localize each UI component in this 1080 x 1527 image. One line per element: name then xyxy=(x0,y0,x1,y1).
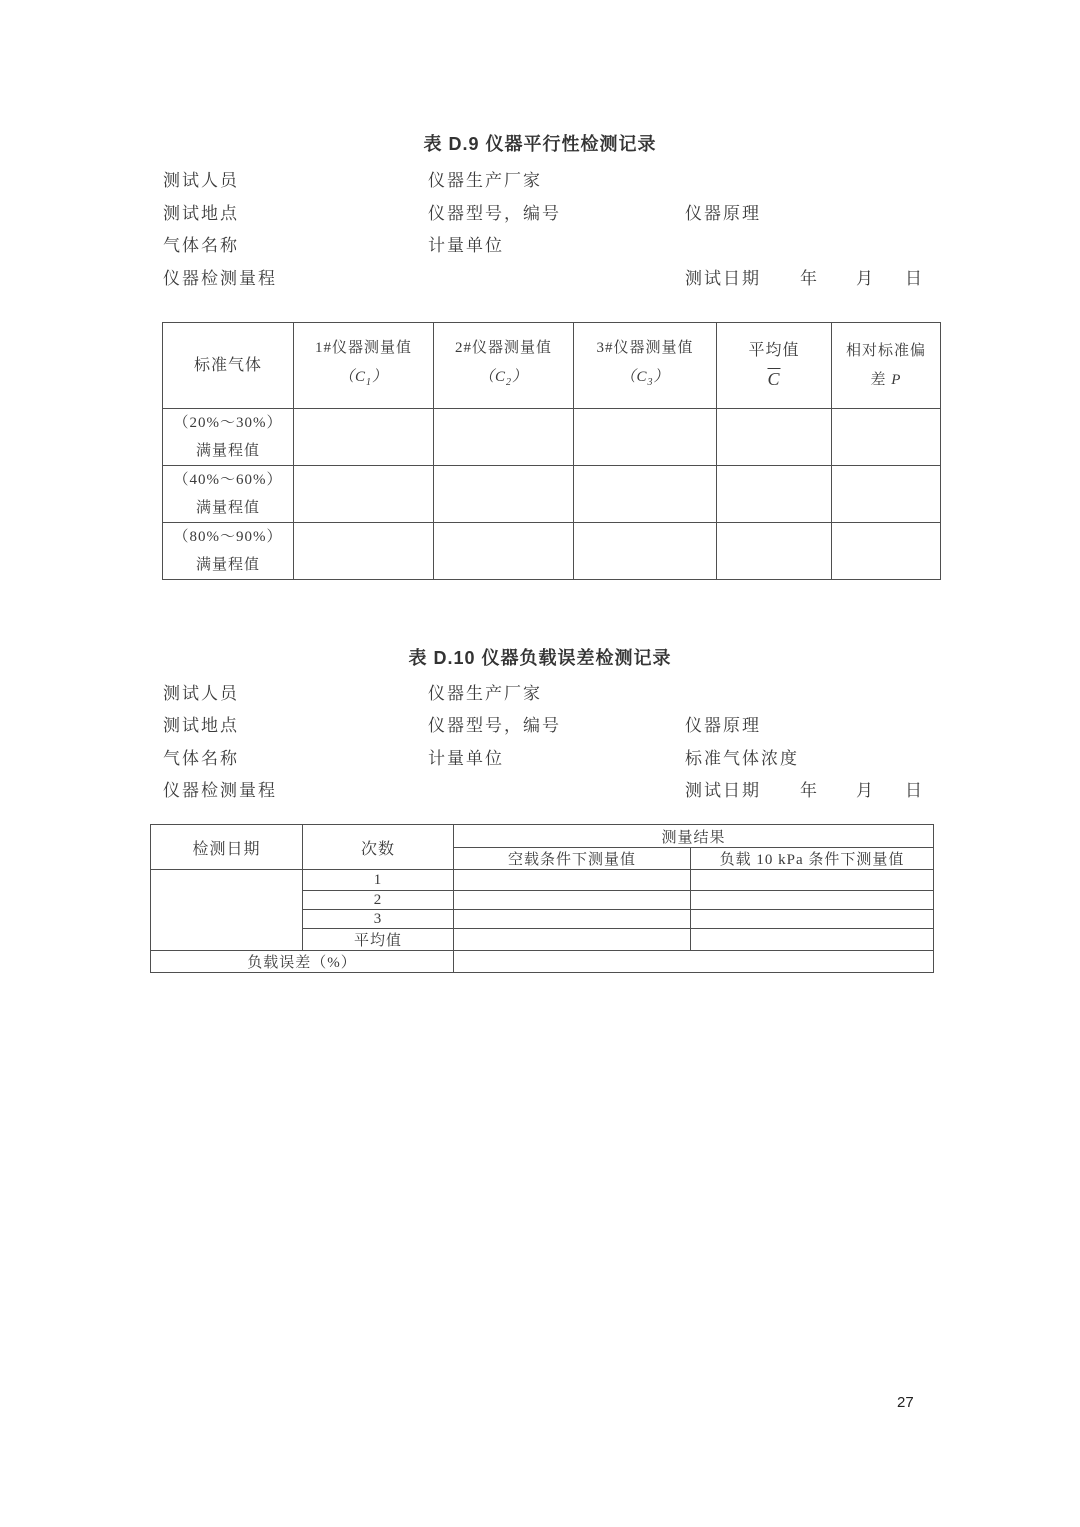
d9-field-unit: 计量单位 xyxy=(428,236,504,255)
d10-load-error-label: 负载误差（%） xyxy=(151,951,454,973)
d9-col-meter3 xyxy=(574,323,717,409)
empty-cell xyxy=(691,891,934,910)
d9-date-year: 年 xyxy=(800,269,819,288)
empty-cell xyxy=(294,409,434,466)
d10-row-load-error xyxy=(151,951,934,973)
empty-cell xyxy=(691,910,934,929)
average-symbol: $\overline{C}$ xyxy=(767,368,781,389)
empty-cell xyxy=(294,466,434,523)
meter3-symbol: $(C_3)$ xyxy=(620,369,670,388)
standard-gas-label: 标准气体 xyxy=(193,357,262,374)
empty-cell xyxy=(454,891,691,910)
meter2-symbol: $(C_2)$ xyxy=(478,369,529,388)
d9-field-test-date: 测试日期 xyxy=(685,269,761,288)
empty-cell xyxy=(294,523,434,580)
d10-row-1-label: 1 xyxy=(303,870,454,891)
empty-cell xyxy=(434,466,574,523)
load-error-table xyxy=(150,824,934,973)
d10-date-day: 日 xyxy=(905,781,924,800)
empty-cell xyxy=(434,523,574,580)
empty-cell xyxy=(454,951,934,973)
d10-col-noload: 空载条件下测量值 xyxy=(454,848,691,870)
parallelism-table xyxy=(162,322,941,580)
empty-cell xyxy=(574,523,717,580)
d10-field-tester: 测试人员 xyxy=(163,684,239,703)
d10-date-cell xyxy=(151,870,303,951)
empty-cell xyxy=(454,929,691,951)
empty-cell xyxy=(832,523,941,580)
d9-row-20-30 xyxy=(163,409,941,466)
empty-cell xyxy=(832,409,941,466)
d9-date-month: 月 xyxy=(856,269,875,288)
d10-field-principle: 仪器原理 xyxy=(685,716,761,735)
d9-row-80-90 xyxy=(163,523,941,580)
table-d10-title: 表 D.10 仪器负载误差检测记录 xyxy=(408,648,672,668)
empty-cell xyxy=(717,523,832,580)
d9-field-tester: 测试人员 xyxy=(163,171,239,190)
d10-row-average-label: 平均值 xyxy=(303,929,454,951)
d9-row-20-30-label: （20%～30%） 满量程值 xyxy=(163,409,294,466)
d9-col-rsd xyxy=(832,323,941,409)
d10-field-unit: 计量单位 xyxy=(428,749,504,768)
d9-field-model: 仪器型号，编号 xyxy=(428,204,561,223)
empty-cell xyxy=(691,870,934,891)
d10-col-times: 次数 xyxy=(303,825,454,870)
empty-cell xyxy=(454,870,691,891)
empty-cell xyxy=(717,409,832,466)
meter1-symbol: $(C_1)$ xyxy=(338,369,389,388)
d9-field-location: 测试地点 xyxy=(163,204,239,223)
meter2-label: 2#仪器测量值 xyxy=(454,340,552,356)
empty-cell xyxy=(454,910,691,929)
d10-field-manufacturer: 仪器生产厂家 xyxy=(428,684,542,703)
rsd-label-line2: 差 P xyxy=(870,371,902,388)
meter1-label: 1#仪器测量值 xyxy=(314,340,412,356)
d10-field-location: 测试地点 xyxy=(163,716,239,735)
d10-date-month: 月 xyxy=(856,781,875,800)
page-number: 27 xyxy=(897,1394,914,1411)
d9-col-meter1 xyxy=(294,323,434,409)
empty-cell xyxy=(574,466,717,523)
d9-row-40-60 xyxy=(163,466,941,523)
d9-col-average xyxy=(717,323,832,409)
d10-field-gas-name: 气体名称 xyxy=(163,749,239,768)
table-d9-title: 表 D.9 仪器平行性检测记录 xyxy=(423,134,657,154)
d10-col-result: 测量结果 xyxy=(454,825,934,848)
d9-row-40-60-label: （40%～60%） 满量程值 xyxy=(163,466,294,523)
rsd-label-line1: 相对标准偏 xyxy=(845,342,926,359)
d10-field-test-date: 测试日期 xyxy=(685,781,761,800)
d10-field-range: 仪器检测量程 xyxy=(163,781,277,800)
d10-field-std-gas-conc: 标准气体浓度 xyxy=(685,749,799,768)
empty-cell xyxy=(717,466,832,523)
d9-field-range: 仪器检测量程 xyxy=(163,269,277,288)
d9-field-gas-name: 气体名称 xyxy=(163,236,239,255)
d9-col-meter2 xyxy=(434,323,574,409)
d10-date-year: 年 xyxy=(800,781,819,800)
empty-cell xyxy=(574,409,717,466)
d9-field-manufacturer: 仪器生产厂家 xyxy=(428,171,542,190)
d9-row-80-90-label: （80%～90%） 满量程值 xyxy=(163,523,294,580)
d10-row-3-label: 3 xyxy=(303,910,454,929)
empty-cell xyxy=(434,409,574,466)
d10-col-date: 检测日期 xyxy=(151,825,303,870)
d9-col-standard-gas xyxy=(163,323,294,409)
d10-row-1 xyxy=(151,870,934,891)
empty-cell xyxy=(832,466,941,523)
d10-field-model: 仪器型号，编号 xyxy=(428,716,561,735)
d10-col-load: 负载 10 kPa 条件下测量值 xyxy=(691,848,934,870)
d9-field-principle: 仪器原理 xyxy=(685,204,761,223)
empty-cell xyxy=(691,929,934,951)
meter3-label: 3#仪器测量值 xyxy=(596,340,694,356)
d9-date-day: 日 xyxy=(905,269,924,288)
average-label: 平均值 xyxy=(748,341,800,359)
d10-row-2-label: 2 xyxy=(303,891,454,910)
